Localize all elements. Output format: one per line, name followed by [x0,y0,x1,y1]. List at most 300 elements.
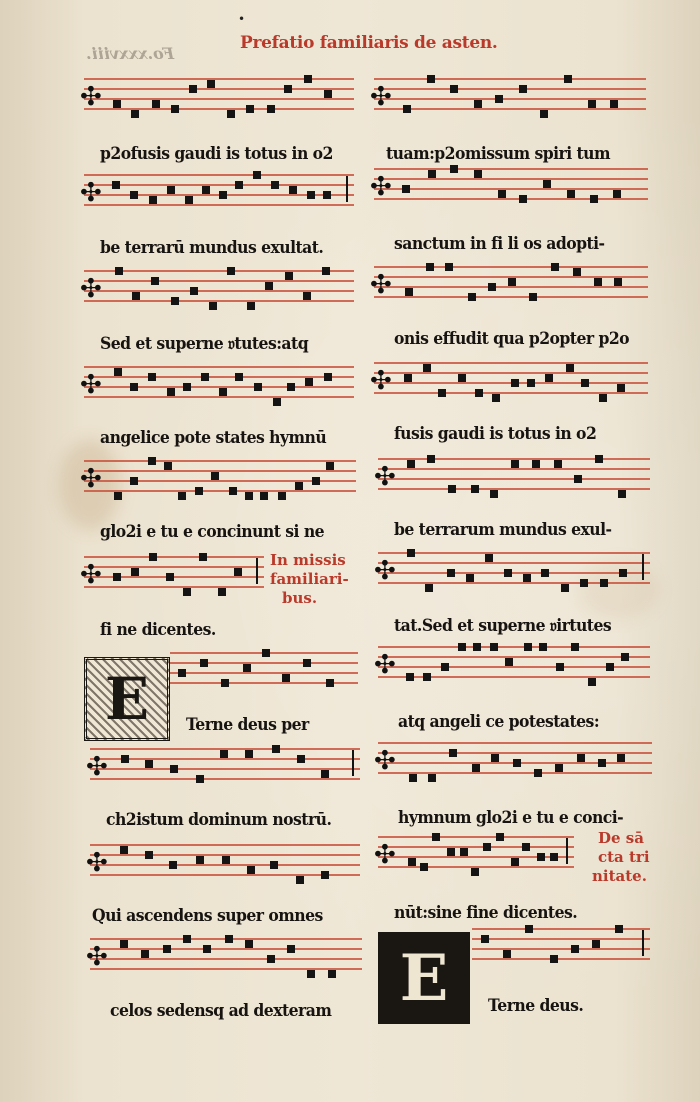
square-note-icon [571,945,579,953]
staff-line [374,286,648,288]
staff-line [374,296,648,298]
square-note-icon [305,378,313,386]
staff-line [84,490,356,492]
music-staff [370,362,648,402]
square-note-icon [227,110,235,118]
square-note-icon [304,75,312,83]
square-note-icon [426,263,434,271]
square-note-icon [312,477,320,485]
square-note-icon [511,858,519,866]
square-note-icon [428,774,436,782]
square-note-icon [243,664,251,672]
rubric-line: In missis [270,551,346,569]
division-bar [346,176,348,202]
square-note-icon [472,764,480,772]
square-note-icon [490,643,498,651]
staff-line [90,844,360,846]
staff-line [84,78,354,80]
square-note-icon [178,669,186,677]
square-note-icon [447,569,455,577]
lyric-line: angelice pote states hymnū [100,428,327,448]
square-note-icon [574,475,582,483]
square-note-icon [468,293,476,301]
square-note-icon [496,833,504,841]
square-note-icon [481,935,489,943]
square-note-icon [617,754,625,762]
square-note-icon [326,462,334,470]
square-note-icon [567,190,575,198]
square-note-icon [183,588,191,596]
square-note-icon [114,492,122,500]
square-note-icon [247,866,255,874]
square-note-icon [151,277,159,285]
square-note-icon [447,848,455,856]
staff-line [374,362,648,364]
staff-line [84,300,354,302]
music-staff [86,748,360,788]
rubric-line: nitate. [592,867,647,885]
square-note-icon [328,970,336,978]
lyric-line: Sed et superne 𝔳tutes:atq [100,334,309,354]
square-note-icon [183,383,191,391]
c-clef-icon: ✣ [374,462,396,492]
rubric-note [270,551,349,608]
division-bar [352,750,354,776]
staff-line [378,552,650,554]
music-staff [370,266,648,306]
square-note-icon [141,950,149,958]
square-note-icon [550,955,558,963]
square-note-icon [326,679,334,687]
staff-line [378,656,650,658]
square-note-icon [519,195,527,203]
c-clef-icon: ✣ [80,274,102,304]
square-note-icon [490,490,498,498]
square-note-icon [523,574,531,582]
square-note-icon [615,925,623,933]
square-note-icon [425,584,433,592]
square-note-icon [149,196,157,204]
square-note-icon [324,373,332,381]
staff-line [374,188,648,190]
square-note-icon [253,171,261,179]
square-note-icon [131,110,139,118]
lyric-line: hymnum glo2i e tu e conci- [398,808,624,828]
decorated-initial [378,932,470,1024]
square-note-icon [303,292,311,300]
square-note-icon [219,191,227,199]
staff-line [170,672,358,674]
division-bar [642,554,644,580]
c-clef-icon: ✣ [370,270,392,300]
square-note-icon [614,278,622,286]
square-note-icon [408,858,416,866]
square-note-icon [167,186,175,194]
square-note-icon [420,863,428,871]
c-clef-icon: ✣ [374,840,396,870]
square-note-icon [432,833,440,841]
square-note-icon [554,460,562,468]
staff-line [378,676,650,678]
music-staff [86,844,360,884]
staff-line [472,938,650,940]
staff-line [84,460,356,462]
square-note-icon [307,191,315,199]
staff-line [84,98,354,100]
square-note-icon [265,282,273,290]
square-note-icon [130,383,138,391]
square-note-icon [448,485,456,493]
lyric-line: Qui ascendens super omnes [92,906,323,926]
c-clef-icon: ✣ [80,178,102,208]
square-note-icon [202,186,210,194]
square-note-icon [471,485,479,493]
square-note-icon [450,85,458,93]
square-note-icon [551,263,559,271]
square-note-icon [407,460,415,468]
square-note-icon [287,945,295,953]
square-note-icon [254,383,262,391]
square-note-icon [287,383,295,391]
lyric-line: fi ne dicentes. [100,620,216,640]
square-note-icon [600,579,608,587]
square-note-icon [423,364,431,372]
square-note-icon [498,190,506,198]
staff-line [84,88,354,90]
music-staff [80,270,354,310]
staff-line [378,752,652,754]
music-staff [80,366,354,406]
square-note-icon [598,759,606,767]
square-note-icon [321,770,329,778]
music-staff [374,646,650,686]
square-note-icon [152,100,160,108]
staff-line [374,98,646,100]
square-note-icon [495,95,503,103]
square-note-icon [199,553,207,561]
square-note-icon [556,663,564,671]
square-note-icon [524,643,532,651]
staff-line [374,78,646,80]
staff-line [90,778,360,780]
staff-line [84,204,354,206]
square-note-icon [588,678,596,686]
staff-line [84,586,264,588]
c-clef-icon: ✣ [86,942,108,972]
square-note-icon [541,569,549,577]
square-note-icon [577,754,585,762]
square-note-icon [427,455,435,463]
music-staff [80,78,354,118]
staff-line [170,662,358,664]
rubric-line: cta tri [598,848,650,866]
square-note-icon [618,490,626,498]
square-note-icon [427,75,435,83]
square-note-icon [114,368,122,376]
c-clef-icon: ✣ [86,848,108,878]
square-note-icon [219,388,227,396]
square-note-icon [167,388,175,396]
square-note-icon [534,769,542,777]
square-note-icon [229,487,237,495]
square-note-icon [404,374,412,382]
lyric-line: fusis gaudi is totus in o2 [394,424,597,444]
division-bar [642,930,644,956]
square-note-icon [449,749,457,757]
square-note-icon [245,750,253,758]
square-note-icon [235,181,243,189]
square-note-icon [617,384,625,392]
square-note-icon [599,394,607,402]
staff-line [84,270,354,272]
rubric-line: bus. [282,589,318,607]
staff-line [472,928,650,930]
square-note-icon [296,876,304,884]
square-note-icon [594,278,602,286]
music-staff [374,836,574,876]
square-note-icon [324,90,332,98]
c-clef-icon: ✣ [86,752,108,782]
lyric-line: atq angeli ce potestates: [398,712,600,732]
square-note-icon [234,568,242,576]
square-note-icon [282,674,290,682]
music-staff [86,938,362,978]
staff-line [84,470,356,472]
music-staff [80,556,264,596]
square-note-icon [112,181,120,189]
square-note-icon [561,584,569,592]
lyric-line: tuam:p2omissum spiri tum [386,144,610,164]
square-note-icon [272,745,280,753]
staff-line [374,108,646,110]
square-note-icon [403,105,411,113]
staff-line [374,168,648,170]
square-note-icon [189,85,197,93]
lyric-line: glo2i e tu e concinunt si ne [100,522,325,542]
square-note-icon [525,925,533,933]
staff-line [84,290,354,292]
lyric-line: celos sedensq ad dexteram [110,1001,332,1021]
music-staff [170,652,358,692]
square-note-icon [245,940,253,948]
square-note-icon [550,853,558,861]
square-note-icon [543,180,551,188]
staff-line [378,488,650,490]
square-note-icon [588,100,596,108]
square-note-icon [273,398,281,406]
square-note-icon [485,554,493,562]
square-note-icon [564,75,572,83]
square-note-icon [409,774,417,782]
square-note-icon [428,170,436,178]
staff-line [84,376,354,378]
staff-line [84,174,354,176]
square-note-icon [529,293,537,301]
lyric-line: be terrarū mundus exultat. [100,238,324,258]
square-note-icon [513,759,521,767]
c-clef-icon: ✣ [374,556,396,586]
music-staff [370,168,648,208]
square-note-icon [613,190,621,198]
staff-line [84,366,354,368]
square-note-icon [402,185,410,193]
square-note-icon [423,673,431,681]
c-clef-icon: ✣ [370,366,392,396]
square-note-icon [183,935,191,943]
square-note-icon [218,588,226,596]
square-note-icon [595,455,603,463]
square-note-icon [566,364,574,372]
square-note-icon [145,760,153,768]
square-note-icon [113,100,121,108]
lyric-line: Terne deus. [488,996,584,1016]
staff-line [84,108,354,110]
ink-dot: • [238,12,246,26]
square-note-icon [207,80,215,88]
square-note-icon [185,196,193,204]
square-note-icon [581,379,589,387]
staff-line [374,198,648,200]
square-note-icon [505,658,513,666]
square-note-icon [203,945,211,953]
square-note-icon [322,267,330,275]
square-note-icon [211,472,219,480]
square-note-icon [445,263,453,271]
square-note-icon [171,297,179,305]
division-bar [566,838,568,864]
square-note-icon [278,492,286,500]
staff-line [90,768,360,770]
square-note-icon [284,85,292,93]
c-clef-icon: ✣ [80,82,102,112]
lyric-line: tat.Sed et superne 𝔳irtutes [394,616,612,636]
square-note-icon [592,940,600,948]
square-note-icon [289,186,297,194]
square-note-icon [120,846,128,854]
square-note-icon [460,848,468,856]
music-staff [374,458,650,498]
square-note-icon [522,843,530,851]
music-staff [374,552,650,592]
staff-line [90,958,362,960]
square-note-icon [450,165,458,173]
square-note-icon [405,288,413,296]
bleed-through-folio: Fo.xxxviii. [86,44,175,63]
staff-line [90,968,362,970]
square-note-icon [200,659,208,667]
square-note-icon [303,659,311,667]
square-note-icon [130,477,138,485]
square-note-icon [171,105,179,113]
square-note-icon [164,462,172,470]
c-clef-icon: ✣ [374,746,396,776]
rubric-note [592,829,650,886]
square-note-icon [511,460,519,468]
staff-line [472,948,650,950]
staff-line [378,478,650,480]
square-note-icon [131,568,139,576]
square-note-icon [148,457,156,465]
music-staff [80,460,356,500]
square-note-icon [113,573,121,581]
square-note-icon [178,492,186,500]
initial-letter: E [104,665,150,733]
music-staff [80,174,354,214]
staff-line [374,372,648,374]
c-clef-icon: ✣ [374,650,396,680]
staff-line [90,864,360,866]
staff-line [378,846,574,848]
c-clef-icon: ✣ [80,560,102,590]
square-note-icon [532,460,540,468]
square-note-icon [580,579,588,587]
square-note-icon [488,283,496,291]
square-note-icon [166,573,174,581]
square-note-icon [474,170,482,178]
square-note-icon [121,755,129,763]
square-note-icon [225,935,233,943]
square-note-icon [573,268,581,276]
staff-line [84,556,264,558]
square-note-icon [170,765,178,773]
square-note-icon [260,492,268,500]
square-note-icon [438,389,446,397]
page-title: Prefatio familiaris de asten. [240,33,498,53]
square-note-icon [511,379,519,387]
square-note-icon [130,191,138,199]
lyric-line: sanctum in fi li os adopti- [394,234,605,254]
staff-line [374,266,648,268]
square-note-icon [245,492,253,500]
staff-line [378,742,652,744]
square-note-icon [321,871,329,879]
square-note-icon [148,373,156,381]
square-note-icon [441,663,449,671]
square-note-icon [307,970,315,978]
square-note-icon [474,100,482,108]
square-note-icon [271,181,279,189]
square-note-icon [246,105,254,113]
square-note-icon [555,764,563,772]
square-note-icon [285,272,293,280]
staff-line [90,874,360,876]
square-note-icon [406,673,414,681]
square-note-icon [163,945,171,953]
square-note-icon [201,373,209,381]
square-note-icon [606,663,614,671]
square-note-icon [169,861,177,869]
c-clef-icon: ✣ [80,370,102,400]
square-note-icon [149,553,157,561]
c-clef-icon: ✣ [80,464,102,494]
square-note-icon [267,105,275,113]
square-note-icon [610,100,618,108]
staff-line [84,396,354,398]
square-note-icon [471,868,479,876]
rubric-line: De sā [598,829,644,847]
staff-line [90,758,360,760]
square-note-icon [540,110,548,118]
square-note-icon [458,374,466,382]
lyric-line: p2ofusis gaudi is totus in o2 [100,144,333,164]
square-note-icon [519,85,527,93]
square-note-icon [527,379,535,387]
staff-line [84,280,354,282]
square-note-icon [220,750,228,758]
lyric-line: nūt:sine fine dicentes. [394,903,578,923]
c-clef-icon: ✣ [370,82,392,112]
square-note-icon [491,754,499,762]
